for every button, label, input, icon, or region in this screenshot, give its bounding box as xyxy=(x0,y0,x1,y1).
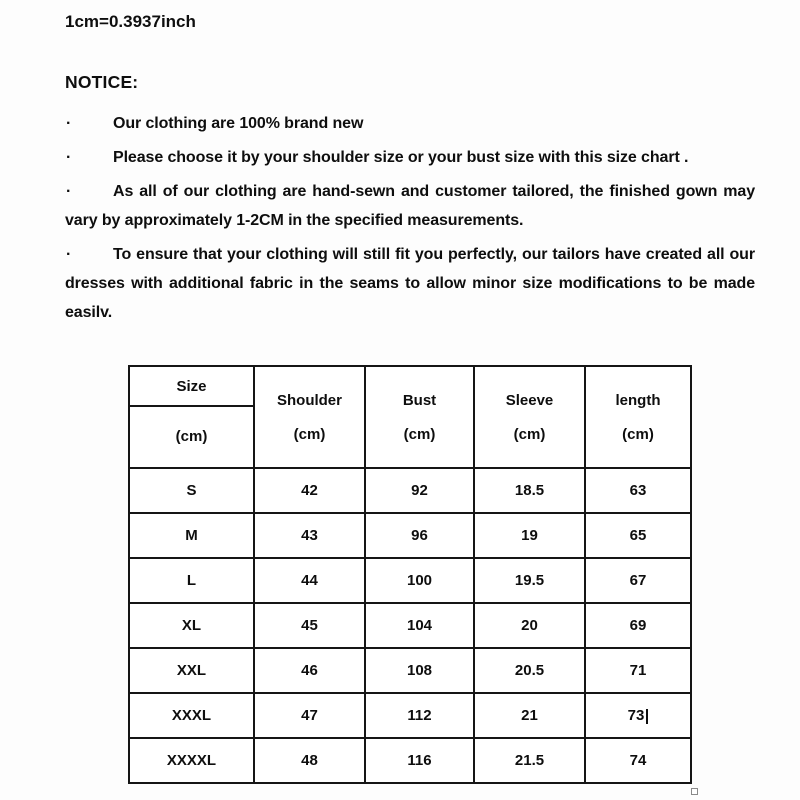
table-cell: 18.5 xyxy=(474,468,585,513)
column-label: Bust xyxy=(402,391,437,409)
text-cursor xyxy=(646,709,648,724)
column-unit: (cm) xyxy=(403,425,436,443)
bullet-marker: · xyxy=(66,246,72,263)
row-label-cell: XXXXL xyxy=(129,738,254,783)
table-cell xyxy=(585,693,691,738)
table-cell: 63 xyxy=(585,468,691,513)
column-label: Shoulder xyxy=(276,391,342,409)
table-cell: 20.5 xyxy=(474,648,585,693)
bullet-marker: · xyxy=(66,115,72,132)
row-label-cell: XXXL xyxy=(129,693,254,738)
bust-header-cell xyxy=(365,366,474,468)
column-unit: (cm) xyxy=(622,425,654,443)
table-cell: 48 xyxy=(254,738,365,783)
column-unit: (cm) xyxy=(293,425,326,443)
row-label-cell: L xyxy=(129,558,254,603)
conversion-note: 1cm=0.3937inch xyxy=(65,12,196,31)
notice-bullet-4 xyxy=(65,240,755,327)
table-cell: 92 xyxy=(365,468,474,513)
sleeve-header-cell xyxy=(474,366,585,468)
notice-bullet-2 xyxy=(65,143,755,172)
table-cell: 42 xyxy=(254,468,365,513)
table-cell: 112 xyxy=(365,693,474,738)
row-label-cell: M xyxy=(129,513,254,558)
bullet-text-3: As all of our clothing are hand-sewn and customer tailored, the finished gown may vary by approximately 1-2CM in the specified measurements. xyxy=(65,183,755,229)
table-cell: 20 xyxy=(474,603,585,648)
notice-title: NOTICE: xyxy=(65,72,139,92)
column-label: length xyxy=(615,391,661,409)
table-cell: 44 xyxy=(254,558,365,603)
table-row-m xyxy=(129,513,691,558)
size-chart-table xyxy=(128,365,692,784)
table-cell: 21.5 xyxy=(474,738,585,783)
table-cell: 47 xyxy=(254,693,365,738)
size-header-label: Size xyxy=(130,367,253,407)
column-label: Sleeve xyxy=(505,391,554,409)
column-unit: (cm) xyxy=(513,425,546,443)
table-row-xl xyxy=(129,603,691,648)
size-header-cell xyxy=(129,366,254,468)
row-label-cell: XL xyxy=(129,603,254,648)
table-row-s xyxy=(129,468,691,513)
table-cell: 45 xyxy=(254,603,365,648)
table-cell: 19 xyxy=(474,513,585,558)
table-cell: 96 xyxy=(365,513,474,558)
header-row xyxy=(129,366,691,468)
table-row-xxxl xyxy=(129,693,691,738)
notice-bullet-1 xyxy=(65,109,755,138)
bullet-marker: · xyxy=(66,183,72,200)
bullet-text-4: To ensure that your clothing will still fit you perfectly, our tailors have created all our dresses with additional fabric in the seams to allow minor size modifications to be made easilv. xyxy=(65,246,755,321)
table-row-xxl xyxy=(129,648,691,693)
table-cell: 69 xyxy=(585,603,691,648)
bullet-text-2: Please choose it by your shoulder size or your bust size with this size chart . xyxy=(113,149,689,166)
notice-section xyxy=(65,72,755,332)
table-cell: 100 xyxy=(365,558,474,603)
length-header-cell xyxy=(585,366,691,468)
shoulder-header-cell xyxy=(254,366,365,468)
row-label-cell: S xyxy=(129,468,254,513)
table-cell: 19.5 xyxy=(474,558,585,603)
table-resize-handle xyxy=(691,788,698,795)
table-cell: 74 xyxy=(585,738,691,783)
table-cell: 108 xyxy=(365,648,474,693)
table-cell: 67 xyxy=(585,558,691,603)
table-cell: 46 xyxy=(254,648,365,693)
bullet-text-1: Our clothing are 100% brand new xyxy=(113,115,364,132)
table-cell: 43 xyxy=(254,513,365,558)
table-cell: 104 xyxy=(365,603,474,648)
table-row-xxxxl xyxy=(129,738,691,783)
table-cell: 116 xyxy=(365,738,474,783)
table-cell: 71 xyxy=(585,648,691,693)
row-label-cell: XXL xyxy=(129,648,254,693)
bullet-marker: · xyxy=(66,149,72,166)
table-cell: 21 xyxy=(474,693,585,738)
table-cell: 65 xyxy=(585,513,691,558)
table-row-l xyxy=(129,558,691,603)
cell-value: 73 xyxy=(627,707,645,724)
notice-bullet-3 xyxy=(65,177,755,235)
size-header-unit: (cm) xyxy=(175,428,208,445)
